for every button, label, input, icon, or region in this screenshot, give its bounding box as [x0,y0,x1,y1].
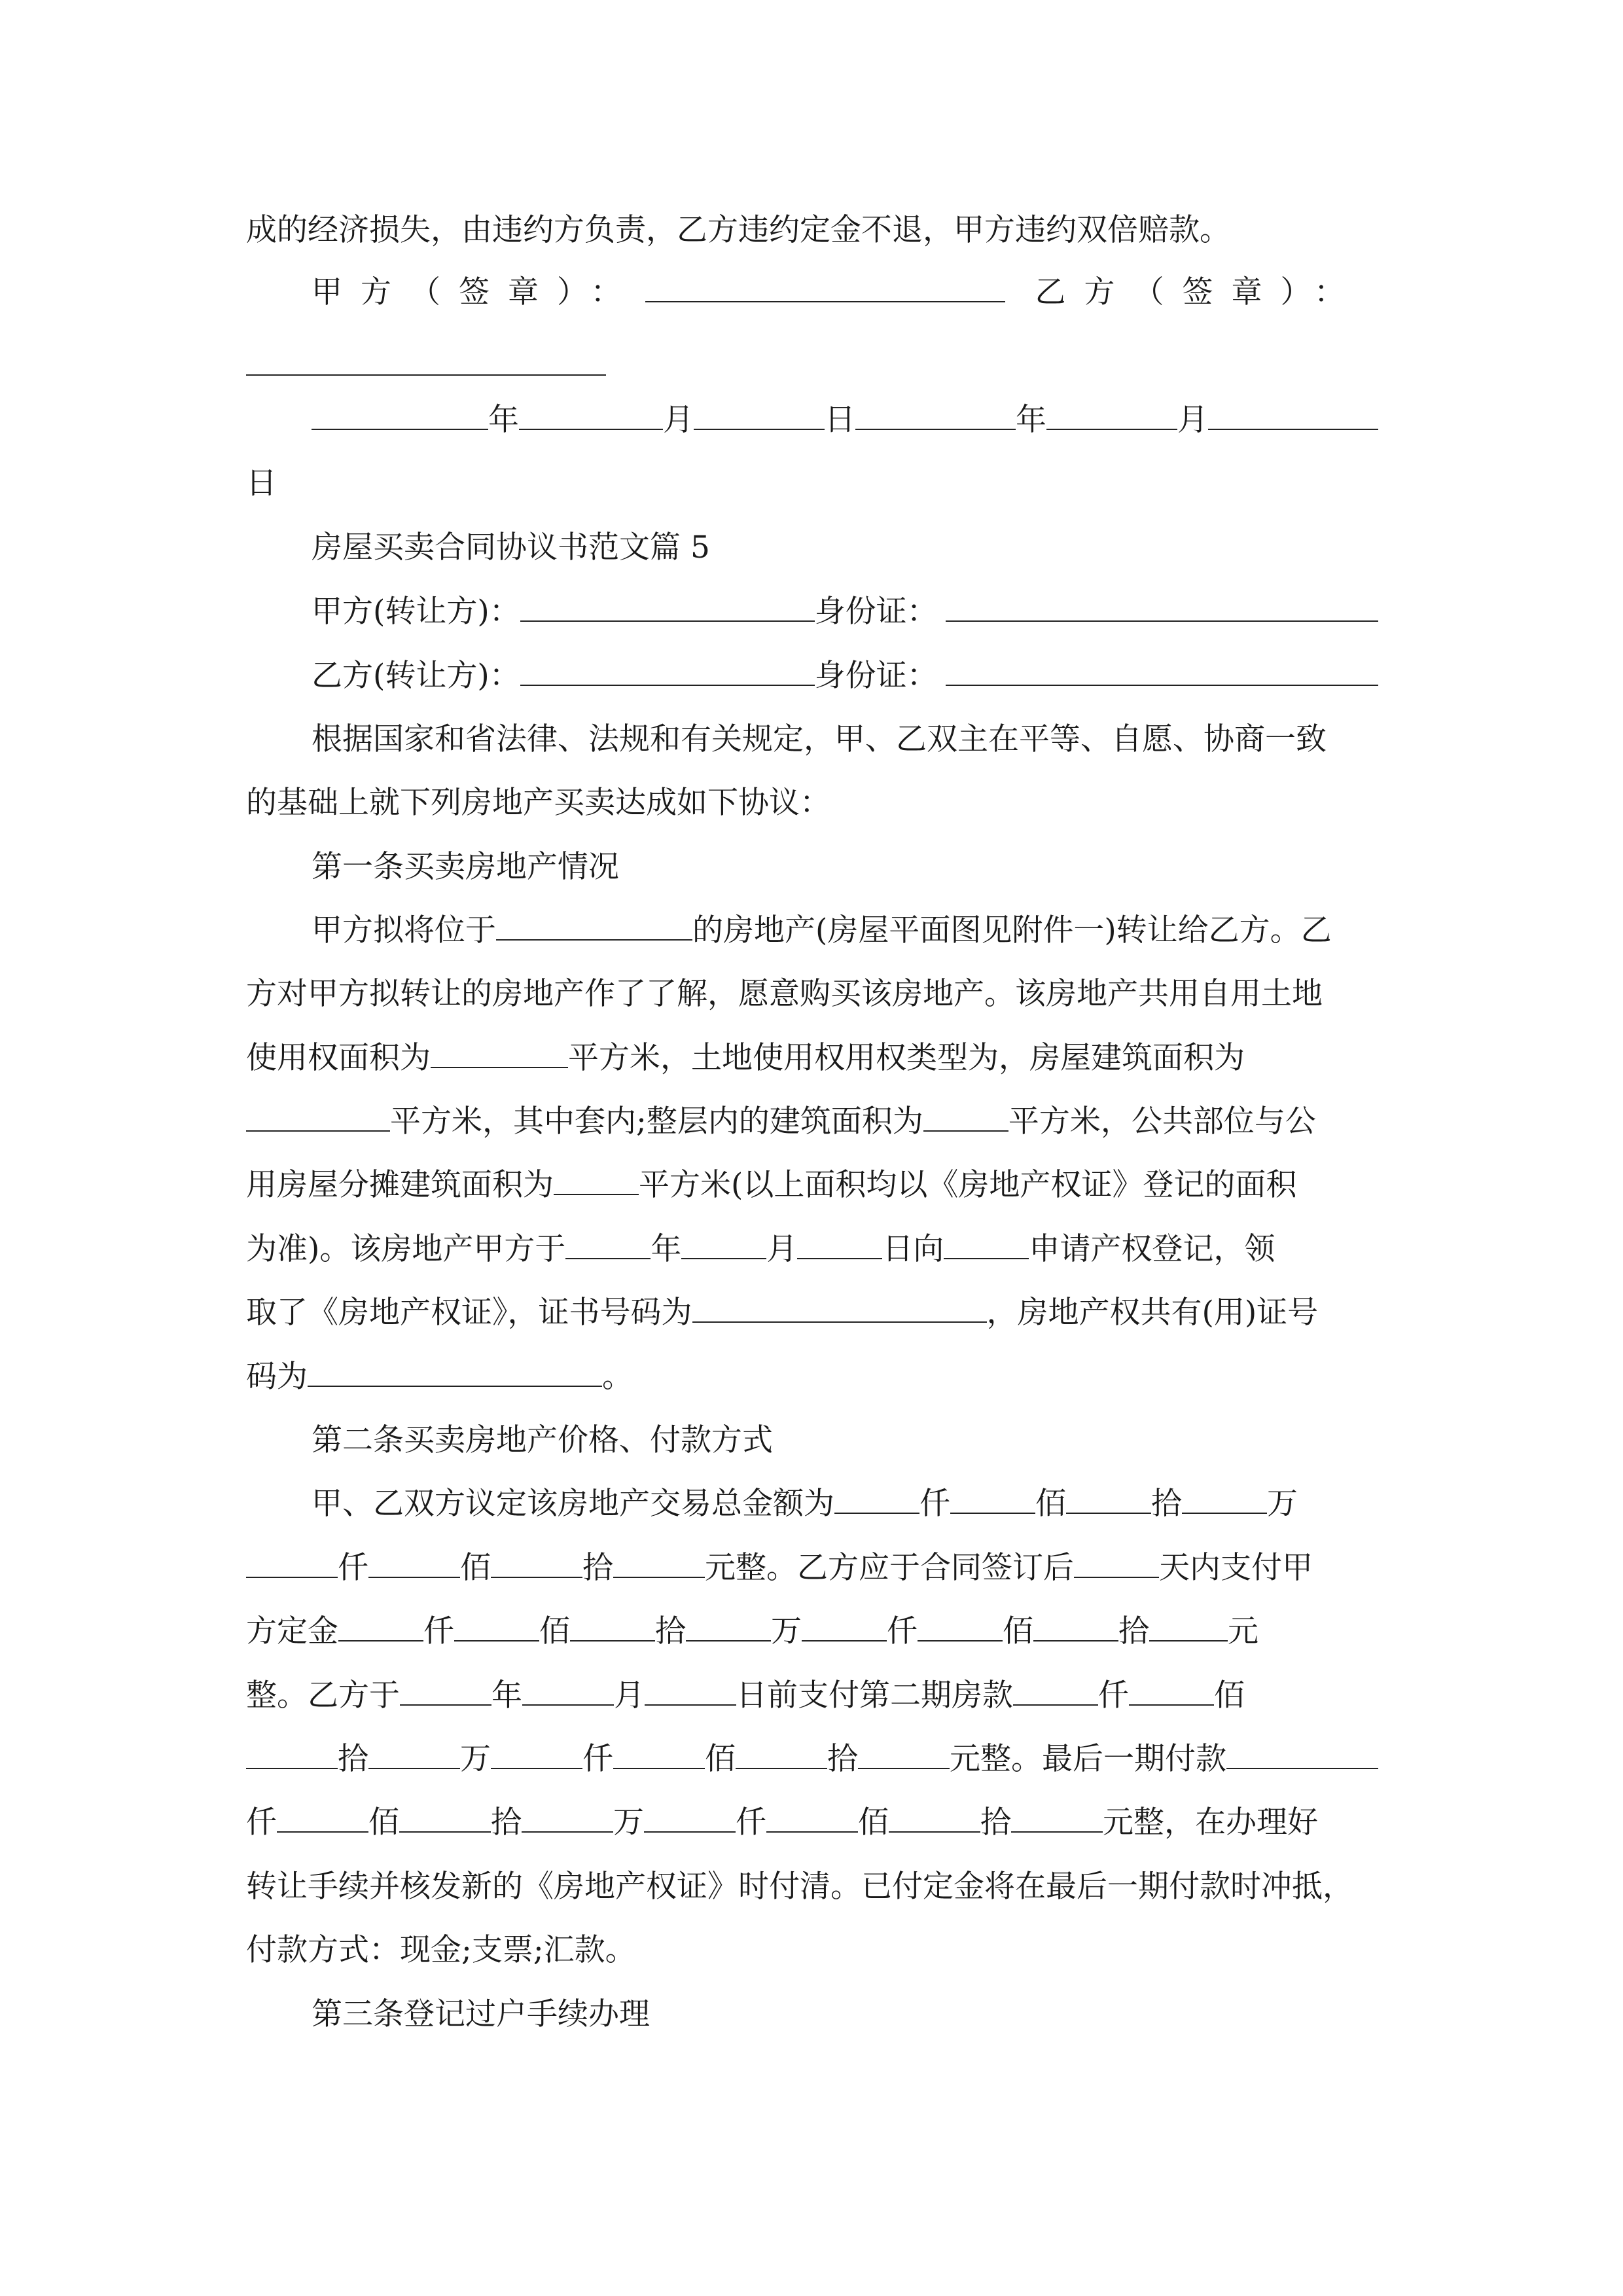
party-a-line [312,580,1378,644]
year-label: 年 [488,402,519,438]
year-label: 年 [1016,402,1046,438]
fill-blank [522,1831,613,1833]
fill-blank [1074,1577,1159,1578]
fill-blank [923,1130,1008,1132]
amount-unit: 仟 [919,1486,950,1522]
paragraph-text: 的房地产(房屋平面图见附件一)转让给乙方。乙 [692,912,1332,948]
amount-unit: 佰 [858,1804,889,1840]
paragraph-text: 天内支付甲 [1159,1550,1313,1586]
party-b-label: 乙方(转让方)： [312,658,520,694]
paragraph-text: 。 [602,1359,633,1395]
fill-blank [797,1258,882,1259]
fill-blank [454,1640,539,1641]
fill-blank [681,1258,766,1259]
amount-unit: 拾 [338,1741,368,1777]
fill-blank [1011,1831,1103,1833]
text-line [246,1090,1378,1154]
amount-unit: 万 [613,1804,644,1840]
amount-unit: 拾 [980,1804,1011,1840]
article-heading-text: 第三条登记过户手续办理 [312,1996,650,2032]
fill-blank [1033,1640,1118,1641]
amount-unit: 仟 [582,1741,613,1777]
fill-blank [520,685,815,686]
month-label: 月 [766,1231,798,1267]
fill-blank [400,1704,491,1706]
party-a-label: 甲方(转让方)： [312,594,520,630]
fill-blank [431,1067,568,1068]
article-heading-text: 第二条买卖房地产价格、付款方式 [312,1422,773,1458]
paragraph-text: 转让手续并核发新的《房地产权证》时付清。已付定金将在最后一期付款时冲抵， [246,1869,1353,1905]
amount-unit: 拾 [491,1804,522,1840]
text-line [312,899,1378,963]
day-label: 日 [246,465,277,501]
paragraph-text: 方对甲方拟转让的房地产作了了解，愿意购买该房地产。该房地产共用自用土地 [246,976,1323,1012]
month-label: 月 [663,402,694,438]
fill-blank [918,1640,1003,1641]
text-line [246,1855,1378,1919]
paragraph-text: 平方米，其中套内;整层内的建筑面积为 [390,1103,923,1139]
fill-blank [1129,1704,1214,1706]
day-label: 日 [825,402,855,438]
amount-unit: 万 [771,1613,802,1649]
section-title-text: 房屋买卖合同协议书范文篇 5 [312,529,710,565]
fill-blank [522,1704,614,1706]
text-line [246,1281,1378,1345]
fill-blank [491,1768,582,1769]
fill-blank [946,685,1378,686]
year-label: 年 [651,1231,682,1267]
fill-blank [802,1640,887,1641]
paragraph-text: 付款方式：现金;支票;汇款。 [246,1932,636,1968]
year-label: 年 [491,1677,522,1713]
fill-blank [834,1513,919,1514]
fill-blank [1066,1513,1151,1514]
fill-blank [645,301,1005,302]
text-line [246,1918,1378,1982]
fill-blank [692,1321,987,1323]
fill-blank [491,1577,582,1578]
amount-unit: 佰 [368,1804,399,1840]
paragraph-text: 成的经济损失，由违约方负责，乙方违约定金不退，甲方违约双倍赔款。 [246,212,1230,248]
fill-blank [1182,1513,1267,1514]
paragraph-text: 平方米，土地使用权用权类型为，房屋建筑面积为 [568,1040,1245,1076]
fill-blank [520,620,815,622]
fill-blank [613,1577,705,1578]
paragraph-text: 元整，在办理好 [1103,1804,1318,1840]
paragraph-text: ，房地产权共有(用)证号 [986,1295,1319,1331]
fill-blank [613,1768,705,1769]
amount-unit: 仟 [1098,1677,1129,1713]
fill-blank [858,1768,950,1769]
fill-blank [1226,1768,1378,1769]
article-heading [312,1982,1378,2047]
paragraph-text: 使用权面积为 [246,1040,431,1076]
text-line [246,198,1378,262]
fill-blank [338,1640,423,1641]
article-heading [312,835,1378,899]
fill-blank [944,1258,1029,1259]
month-label: 月 [614,1677,645,1713]
amount-unit: 元 [1228,1613,1258,1649]
amount-unit: 佰 [705,1741,736,1777]
fill-blank [308,1386,602,1387]
amount-unit: 拾 [1151,1486,1182,1522]
fill-blank [1046,429,1177,430]
text-line [246,1153,1378,1217]
fill-blank [246,1577,338,1578]
text-line [246,1664,1378,1728]
amount-unit: 佰 [1214,1677,1245,1713]
paragraph-text: 整。乙方于 [246,1677,400,1713]
fill-blank [694,429,825,430]
paragraph-text: 根据国家和省法律、法规和有关规定，甲、乙双主在平等、自愿、协商一致 [312,721,1327,757]
fill-blank [644,1831,736,1833]
signature-line [312,260,1378,325]
fill-blank [1013,1704,1098,1706]
text-line [246,962,1378,1026]
amount-unit: 仟 [887,1613,918,1649]
text-line [312,1472,1378,1536]
fill-blank [519,429,663,430]
article-heading [312,1408,1378,1473]
amount-unit: 佰 [1035,1486,1066,1522]
paragraph-text: 元整。最后一期付款 [950,1741,1226,1777]
paragraph-text: 用房屋分摊建筑面积为 [246,1167,554,1203]
text-line [246,1791,1378,1855]
fill-blank [246,1130,390,1132]
paragraph-text: 甲方拟将位于 [312,912,496,948]
paragraph-text: 的基础上就下列房地产买卖达成如下协议： [246,785,830,821]
fill-blank [565,1258,651,1259]
paragraph-text: 码为 [246,1359,308,1395]
paragraph-text: 平方米，公共部位与公 [1008,1103,1316,1139]
fill-blank [246,1768,338,1769]
amount-unit: 仟 [736,1804,766,1840]
fill-blank [246,374,606,376]
id-card-label: 身份证： [814,658,938,694]
id-card-label: 身份证： [814,594,938,630]
fill-blank [946,620,1378,622]
amount-unit: 仟 [423,1613,454,1649]
text-line [246,1345,1378,1409]
text-line [246,1600,1378,1664]
amount-unit: 佰 [1003,1613,1033,1649]
paragraph-text: 申请产权登记，领 [1029,1231,1275,1267]
amount-unit: 拾 [582,1550,613,1586]
fill-blank [368,1768,460,1769]
fill-blank [399,1831,491,1833]
fill-blank [1208,429,1378,430]
paragraph-text: 日前支付第二期房款 [736,1677,1013,1713]
fill-blank [496,939,692,941]
fill-blank [312,429,488,430]
fill-blank [645,1704,736,1706]
amount-unit: 佰 [460,1550,491,1586]
text-line [246,1536,1378,1600]
paragraph-text: 日向 [882,1231,944,1267]
paragraph-text: 为准)。该房地产甲方于 [246,1231,566,1267]
amount-unit: 佰 [539,1613,570,1649]
date-line [312,388,1378,452]
text-line [246,1727,1378,1791]
fill-blank [766,1831,858,1833]
fill-blank [554,1194,639,1195]
article-heading-text: 第一条买卖房地产情况 [312,849,619,885]
text-line [246,1217,1378,1282]
paragraph-text: 元整。乙方应于合同签订后 [705,1550,1074,1586]
text-line [246,1026,1378,1090]
fill-blank [855,429,1016,430]
fill-blank [950,1513,1035,1514]
paragraph-text: 甲、乙双方议定该房地产交易总金额为 [312,1486,834,1522]
amount-unit: 万 [1267,1486,1298,1522]
fill-blank [1149,1640,1228,1641]
amount-unit: 拾 [1118,1613,1149,1649]
section-title [312,516,1378,580]
amount-unit: 仟 [246,1804,277,1840]
amount-unit: 拾 [655,1613,686,1649]
paragraph-text: 方定金 [246,1613,338,1649]
text-line [312,708,1378,772]
text-line [246,771,1378,835]
amount-unit: 仟 [338,1550,368,1586]
amount-unit: 拾 [827,1741,858,1777]
fill-blank [368,1577,460,1578]
month-label: 月 [1177,402,1208,438]
paragraph-text: 取了《房地产权证》，证书号码为 [246,1295,692,1331]
fill-blank [277,1831,368,1833]
fill-blank [736,1768,827,1769]
party-b-line [312,644,1378,708]
fill-blank [686,1640,771,1641]
party-a-signature-label: 甲方（签章）： [312,274,640,310]
fill-blank [570,1640,655,1641]
fill-blank [889,1831,980,1833]
text-line [246,452,1378,516]
amount-unit: 万 [460,1741,491,1777]
party-b-signature-label: 乙方（签章）： [1035,274,1363,310]
paragraph-text: 平方米(以上面积均以《房地产权证》登记的面积 [639,1167,1297,1203]
